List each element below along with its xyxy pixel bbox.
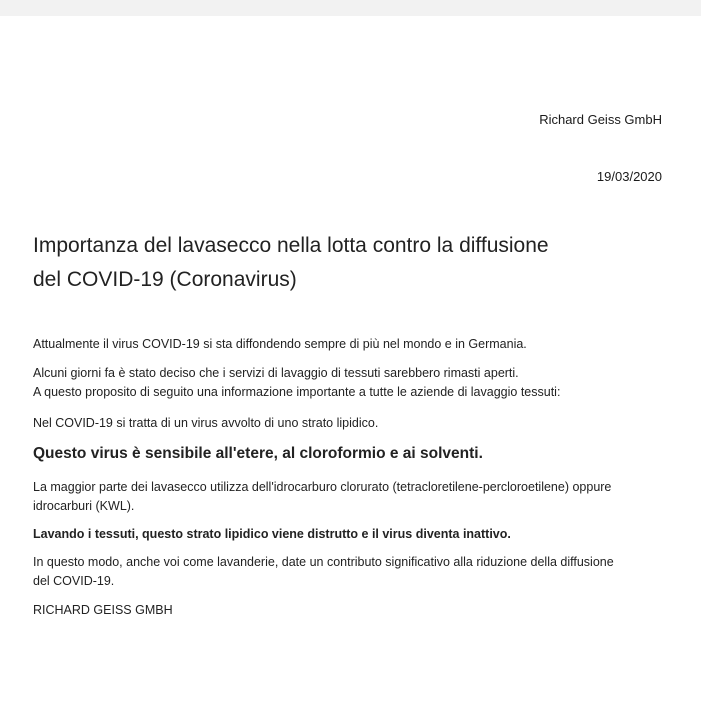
letter-title xyxy=(33,229,673,297)
paragraph-4-line-2: idrocarburi (KWL). xyxy=(33,499,135,513)
paragraph-3: Nel COVID-19 si tratta di un virus avvolto di uno strato lipidico. xyxy=(33,416,379,430)
paragraph-6-line-1: In questo modo, anche voi come lavanderie, date un contributo significativo alla riduzione della diffusione xyxy=(33,555,614,569)
paragraph-4-line-1: La maggior parte dei lavasecco utilizza dell'idrocarburo clorurato (tetracloretilene-percloroetilene) oppure xyxy=(33,480,612,494)
paragraph-1: Attualmente il virus COVID-19 si sta diffondendo sempre di più nel mondo e in Germania. xyxy=(33,337,527,351)
signature: RICHARD GEISS GMBH xyxy=(33,603,173,617)
sender-company: Richard Geiss GmbH xyxy=(539,112,662,127)
title-line-2: del COVID-19 (Coronavirus) xyxy=(33,268,297,291)
paragraph-2 xyxy=(33,364,673,402)
letter-page xyxy=(0,16,701,702)
paragraph-6 xyxy=(33,553,673,591)
title-line-1: Importanza del lavasecco nella lotta contro la diffusione xyxy=(33,234,549,257)
paragraph-6-line-2: del COVID-19. xyxy=(33,574,115,588)
highlight-statement: Questo virus è sensibile all'etere, al cloroformio e ai solventi. xyxy=(33,445,483,462)
paragraph-2-line-1: Alcuni giorni fa è stato deciso che i servizi di lavaggio di tessuti sarebbero rimasti aperti. xyxy=(33,366,519,380)
paragraph-2-line-2: A questo proposito di seguito una informazione importante a tutte le aziende di lavaggio tessuti: xyxy=(33,385,561,399)
paragraph-5: Lavando i tessuti, questo strato lipidico viene distrutto e il virus diventa inattivo. xyxy=(33,527,511,541)
paragraph-4 xyxy=(33,478,673,516)
letter-date: 19/03/2020 xyxy=(596,169,662,184)
